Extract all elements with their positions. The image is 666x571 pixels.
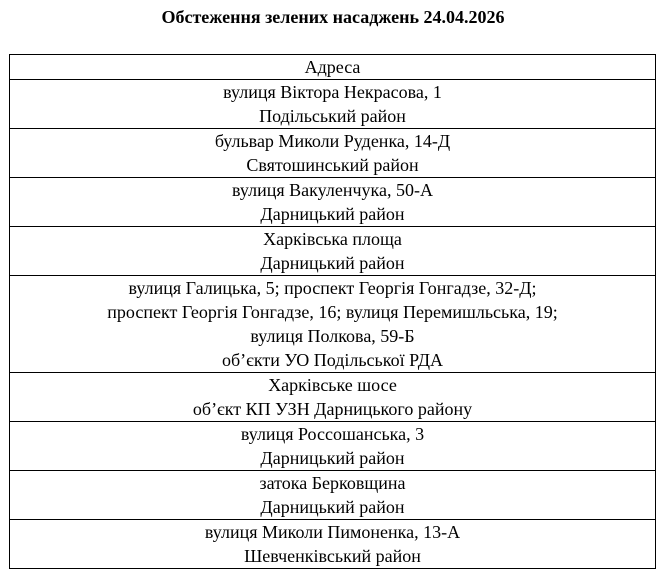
district-line: об’єкти УО Подільської РДА <box>221 350 444 370</box>
address-cell <box>10 373 656 422</box>
table-row <box>10 276 656 373</box>
table-row <box>10 422 656 471</box>
district-line: Дарницький район <box>260 204 405 224</box>
table-header-row <box>10 55 656 80</box>
address-cell <box>10 80 656 129</box>
street-line: вулиця Полкова, 59-Б <box>250 326 415 346</box>
address-cell <box>10 520 656 569</box>
district-line: Шевченківський район <box>244 546 421 566</box>
address-cell <box>10 178 656 227</box>
street-line: Харківська площа <box>263 229 402 249</box>
table-row <box>10 520 656 569</box>
address-cell <box>10 422 656 471</box>
page-title: Обстеження зелених насаджень 24.04.2026 <box>161 7 505 27</box>
table-row <box>10 178 656 227</box>
street-line: затока Берковщина <box>259 473 406 493</box>
table-row <box>10 471 656 520</box>
column-header-address: Адреса <box>10 55 656 80</box>
district-line: Дарницький район <box>260 497 405 517</box>
address-table <box>9 54 656 569</box>
district-line: об’єкт КП УЗН Дарницького району <box>192 399 473 419</box>
district-line: Подільський район <box>259 106 406 126</box>
address-cell <box>10 129 656 178</box>
street-line: проспект Георгія Гонгадзе, 16; вулиця Перемишльська, 19; <box>107 302 558 322</box>
table-row <box>10 373 656 422</box>
district-line: Дарницький район <box>260 448 405 468</box>
address-cell <box>10 471 656 520</box>
street-line: вулиця Миколи Пимоненка, 13-А <box>204 522 461 542</box>
district-line: Дарницький район <box>260 253 405 273</box>
street-line: бульвар Миколи Руденка, 14-Д <box>214 131 451 151</box>
table-row <box>10 129 656 178</box>
district-line: Святошинський район <box>246 155 419 175</box>
table-row <box>10 80 656 129</box>
street-line: вулиця Віктора Некрасова, 1 <box>223 82 442 102</box>
street-line: Харківське шосе <box>268 375 397 395</box>
address-cell <box>10 227 656 276</box>
table-row <box>10 227 656 276</box>
address-cell <box>10 276 656 373</box>
street-line: вулиця Вакуленчука, 50-А <box>232 180 433 200</box>
street-line: вулиця Россошанська, 3 <box>240 424 425 444</box>
street-line: вулиця Галицька, 5; проспект Георгія Гонгадзе, 32-Д; <box>128 278 537 298</box>
